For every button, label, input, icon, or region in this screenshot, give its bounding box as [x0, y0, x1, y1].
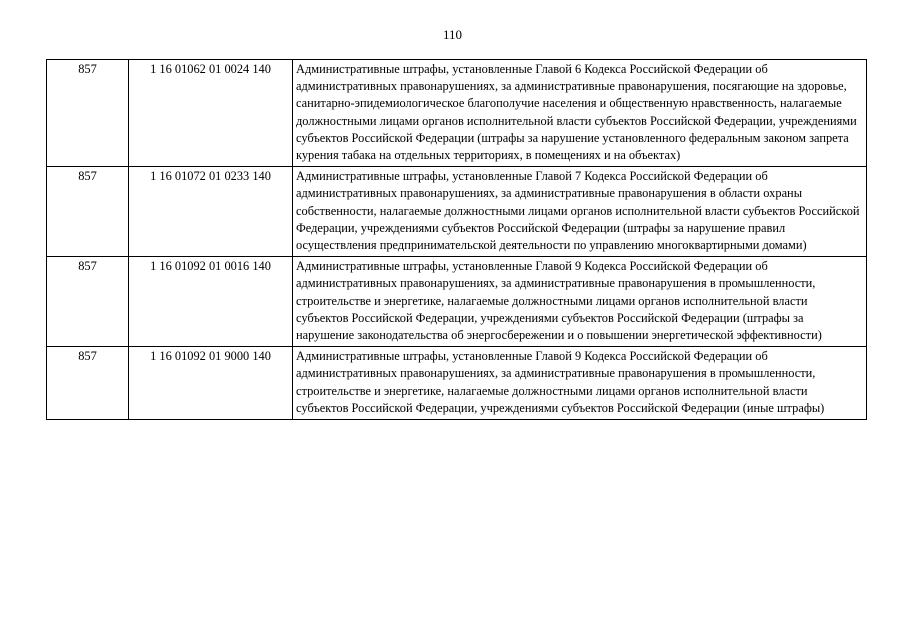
admin-code-cell: 857 [47, 347, 129, 420]
description-cell: Административные штрафы, установленные Главой 7 Кодекса Российской Федерации об административных правонарушениях, за административные правонарушения в области охраны собственности, налагаемые должностными лицами органов исполнительной власти субъектов Российской Федерации, учреждениями субъектов Российской Федерации (штрафы за нарушение правил осуществления предпринимательской деятельности по управлению многоквартирными домами) [293, 167, 867, 257]
kbk-code-cell: 1 16 01092 01 9000 140 [129, 347, 293, 420]
description-cell: Административные штрафы, установленные Главой 6 Кодекса Российской Федерации об административных правонарушениях, за административные правонарушения, посягающие на здоровье, санитарно-эпидемиологическое благополучие населения и общественную нравственность, налагаемые должностными лицами органов исполнительной власти субъектов Российской Федерации, учреждениями субъектов Российской Федерации (штрафы за нарушение установленного федеральным законом запрета курения табака на отдельных территориях, в помещениях и на объектах) [293, 60, 867, 167]
table-row [47, 60, 867, 167]
table-row [47, 347, 867, 420]
admin-code-cell: 857 [47, 257, 129, 347]
kbk-code-cell: 1 16 01062 01 0024 140 [129, 60, 293, 167]
admin-code-cell: 857 [47, 60, 129, 167]
kbk-code-cell: 1 16 01072 01 0233 140 [129, 167, 293, 257]
description-cell: Административные штрафы, установленные Главой 9 Кодекса Российской Федерации об административных правонарушениях, за административные правонарушения в промышленности, строительстве и энергетике, налагаемые должностными лицами органов исполнительной власти субъектов Российской Федерации, учреждениями субъектов Российской Федерации (штрафы за нарушение законодательства об энергосбережении и о повышении энергетической эффективности) [293, 257, 867, 347]
page-number: 110 [442, 27, 463, 42]
table-row [47, 167, 867, 257]
table-row [47, 257, 867, 347]
budget-codes-table [46, 59, 867, 420]
admin-code-cell: 857 [47, 167, 129, 257]
description-cell: Административные штрафы, установленные Главой 9 Кодекса Российской Федерации об административных правонарушениях, за административные правонарушения в промышленности, строительстве и энергетике, налагаемые должностными лицами органов исполнительной власти субъектов Российской Федерации, учреждениями субъектов Российской Федерации (иные штрафы) [293, 347, 867, 420]
kbk-code-cell: 1 16 01092 01 0016 140 [129, 257, 293, 347]
